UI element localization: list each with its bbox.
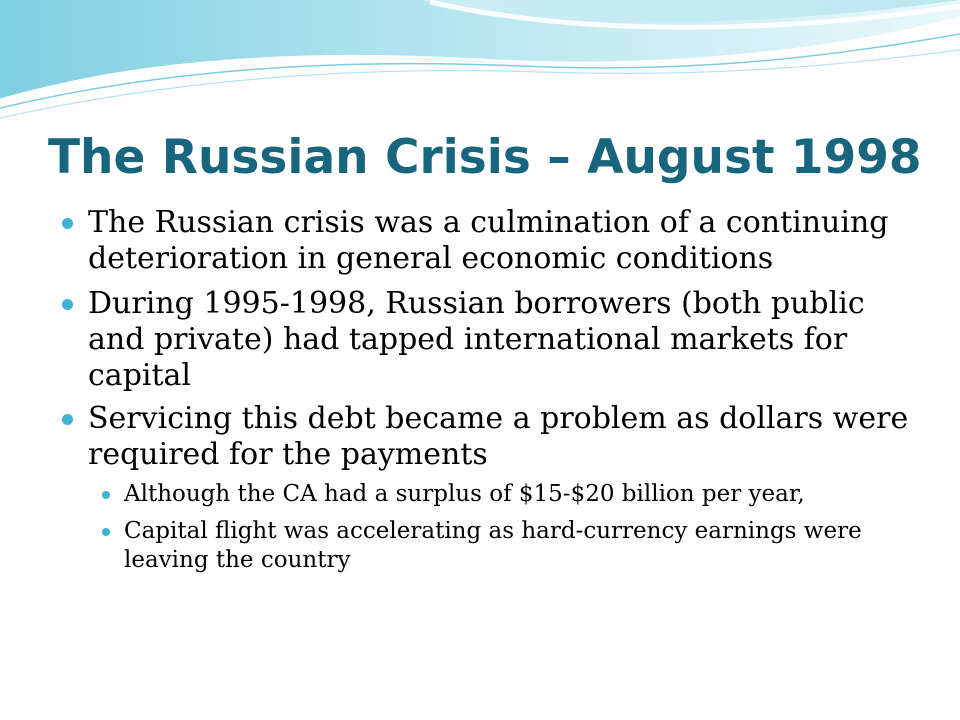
bullet-text: The Russian crisis was a culmination of a continuing deterioration in general economic conditions <box>88 205 889 276</box>
slide-title: The Russian Crisis – August 1998 <box>48 130 922 185</box>
bullet-item-1 <box>60 205 920 277</box>
bullet-dot-icon <box>62 414 73 425</box>
sub-bullet-list <box>60 480 920 575</box>
bullet-text: During 1995-1998, Russian borrowers (both public and private) had tapped international markets for capital <box>88 286 865 393</box>
sub-bullet-text: Although the CA had a surplus of $15-$20 billion per year, <box>124 481 805 507</box>
sub-bullet-dot-icon <box>102 528 110 536</box>
bullet-text: Servicing this debt became a problem as dollars were required for the payments <box>88 401 909 472</box>
bullet-dot-icon <box>62 218 73 229</box>
bullet-dot-icon <box>62 299 73 310</box>
bullet-item-3 <box>60 401 920 473</box>
sub-bullet-dot-icon <box>102 491 110 499</box>
sub-bullet-item-1 <box>98 480 920 509</box>
sub-bullet-item-2 <box>98 517 920 575</box>
bullet-list <box>60 205 920 583</box>
sub-bullet-text: Capital flight was accelerating as hard-currency earnings were leaving the country <box>124 518 862 573</box>
bullet-item-2 <box>60 286 920 394</box>
header-wave-decoration <box>0 0 960 130</box>
